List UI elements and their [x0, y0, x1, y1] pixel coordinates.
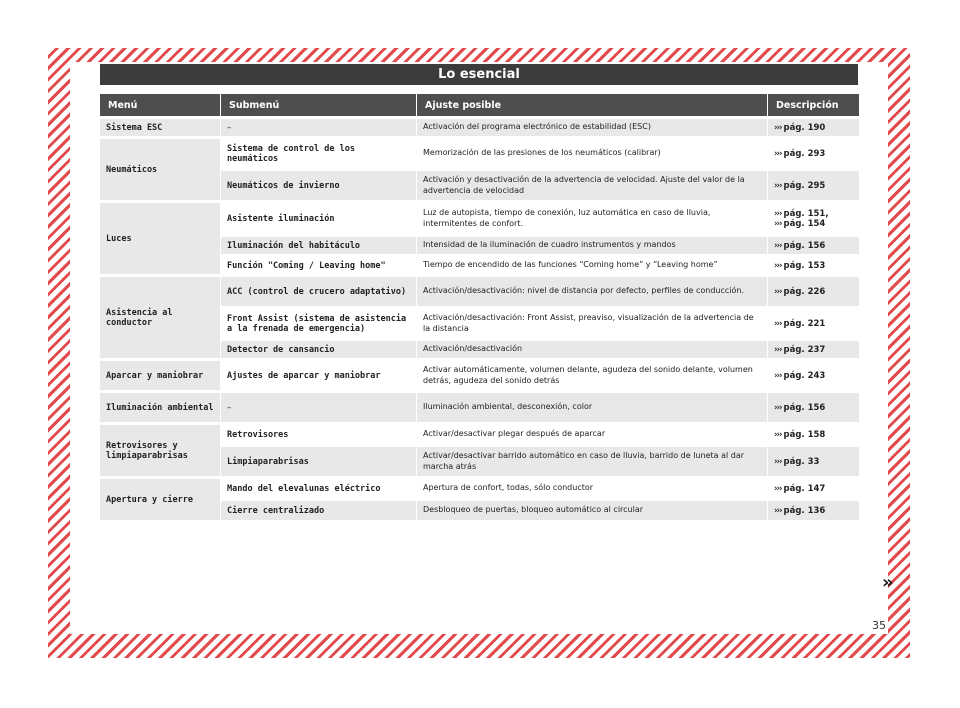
adjust-cell: Activación/desactivación: nivel de distancia por defecto, perfiles de conducción.: [417, 274, 768, 306]
submenu-cell: Asistente iluminación: [221, 200, 417, 234]
menu-cell: Aparcar y maniobrar: [100, 358, 221, 390]
table-row: [100, 390, 859, 422]
adjust-cell: Activación y desactivación de la advertencia de velocidad. Ajuste del valor de la advertencia de velocidad: [417, 168, 768, 200]
arrow-icon: ›››: [774, 240, 782, 251]
adjust-cell: Activación del programa electrónico de estabilidad (ESC): [417, 116, 768, 136]
table-row: [100, 422, 859, 444]
submenu-cell: Retrovisores: [221, 422, 417, 444]
menu-cell: Neumáticos: [100, 136, 221, 200]
adjust-cell: Activar automáticamente, volumen delante, agudeza del sonido delante, volumen detrás, agudeza del sonido detrás: [417, 358, 768, 390]
arrow-icon: ›››: [774, 318, 782, 329]
adjust-cell: Tiempo de encendido de las funciones “Coming home” y “Leaving home”: [417, 254, 768, 274]
arrow-icon: ›››: [774, 429, 782, 440]
table-row: [100, 476, 859, 498]
column-header-menu: Menú: [100, 94, 221, 116]
arrow-icon: ›››: [774, 483, 782, 494]
adjust-cell: Memorización de las presiones de los neumáticos (calibrar): [417, 136, 768, 168]
column-header-description: Descripción: [768, 94, 859, 116]
arrow-icon: ›››: [774, 286, 782, 297]
table-row: [100, 200, 859, 234]
page-ref[interactable]: ››› pág. 243: [768, 358, 859, 390]
adjust-cell: Desbloqueo de puertas, bloqueo automático al circular: [417, 498, 768, 520]
adjust-cell: Activar/desactivar plegar después de aparcar: [417, 422, 768, 444]
arrow-icon: ›››: [774, 208, 782, 219]
submenu-cell: Iluminación del habitáculo: [221, 234, 417, 254]
submenu-cell: –: [221, 390, 417, 422]
page-ref[interactable]: ››› pág. 293: [768, 136, 859, 168]
arrow-icon: ›››: [774, 148, 782, 159]
arrow-icon: ›››: [774, 344, 782, 355]
page-ref[interactable]: ››› pág. 237: [768, 338, 859, 358]
submenu-cell: Sistema de control de los neumáticos: [221, 136, 417, 168]
menu-cell: Luces: [100, 200, 221, 274]
page-ref[interactable]: ››› pág. 136: [768, 498, 859, 520]
page-ref[interactable]: ››› pág. 156: [768, 234, 859, 254]
submenu-cell: Función "Coming / Leaving home": [221, 254, 417, 274]
table-row: [100, 274, 859, 306]
page-number: 35: [872, 619, 886, 632]
adjust-cell: Iluminación ambiental, desconexión, color: [417, 390, 768, 422]
submenu-cell: ACC (control de crucero adaptativo): [221, 274, 417, 306]
page-ref[interactable]: ››› pág. 226: [768, 274, 859, 306]
submenu-cell: Ajustes de aparcar y maniobrar: [221, 358, 417, 390]
arrow-icon: ›››: [774, 402, 782, 413]
page-ref[interactable]: ››› pág. 151, ››› pág. 154: [768, 200, 859, 234]
page-ref[interactable]: ››› pág. 158: [768, 422, 859, 444]
submenu-cell: Limpiaparabrisas: [221, 444, 417, 476]
submenu-cell: –: [221, 116, 417, 136]
page-ref[interactable]: ››› pág. 190: [768, 116, 859, 136]
arrow-icon: ›››: [774, 180, 782, 191]
menu-cell: Sistema ESC: [100, 116, 221, 136]
adjust-cell: Activación/desactivación: Front Assist, preaviso, visualización de la advertencia de la distancia: [417, 306, 768, 338]
submenu-cell: Mando del elevalunas eléctrico: [221, 476, 417, 498]
section-title: Lo esencial: [100, 64, 858, 85]
column-header-adjust: Ajuste posible: [417, 94, 768, 116]
continue-marker: »: [882, 572, 894, 593]
page-ref[interactable]: ››› pág. 33: [768, 444, 859, 476]
submenu-cell: Cierre centralizado: [221, 498, 417, 520]
menu-cell: Asistencia al conductor: [100, 274, 221, 358]
arrow-icon: ›››: [774, 456, 782, 467]
arrow-icon: ›››: [774, 260, 782, 271]
submenu-cell: Neumáticos de invierno: [221, 168, 417, 200]
adjust-cell: Luz de autopista, tiempo de conexión, luz automática en caso de lluvia, intermitentes de confort.: [417, 200, 768, 234]
page-ref[interactable]: ››› pág. 153: [768, 254, 859, 274]
table-header-row: [100, 94, 859, 116]
table-row: [100, 136, 859, 168]
arrow-icon: ›››: [774, 218, 782, 229]
page-ref[interactable]: ››› pág. 156: [768, 390, 859, 422]
adjust-cell: Intensidad de la iluminación de cuadro instrumentos y mandos: [417, 234, 768, 254]
arrow-icon: ›››: [774, 505, 782, 516]
adjust-cell: Activación/desactivación: [417, 338, 768, 358]
menu-cell: Iluminación ambiental: [100, 390, 221, 422]
table-row: [100, 116, 859, 136]
arrow-icon: ›››: [774, 122, 782, 133]
menu-cell: Apertura y cierre: [100, 476, 221, 520]
column-header-submenu: Submenú: [221, 94, 417, 116]
adjust-cell: Activar/desactivar barrido automático en caso de lluvia, barrido de luneta al dar marcha atrás: [417, 444, 768, 476]
menu-cell: Retrovisores y limpiaparabrisas: [100, 422, 221, 476]
page-ref[interactable]: ››› pág. 147: [768, 476, 859, 498]
arrow-icon: ›››: [774, 370, 782, 381]
page-ref[interactable]: ››› pág. 295: [768, 168, 859, 200]
adjust-cell: Apertura de confort, todas, sólo conductor: [417, 476, 768, 498]
striped-page-border: [48, 48, 910, 658]
submenu-cell: Detector de cansancio: [221, 338, 417, 358]
page-ref[interactable]: ››› pág. 221: [768, 306, 859, 338]
settings-table: [100, 94, 859, 520]
submenu-cell: Front Assist (sistema de asistencia a la frenada de emergencia): [221, 306, 417, 338]
table-row: [100, 358, 859, 390]
page-content: [70, 62, 894, 634]
